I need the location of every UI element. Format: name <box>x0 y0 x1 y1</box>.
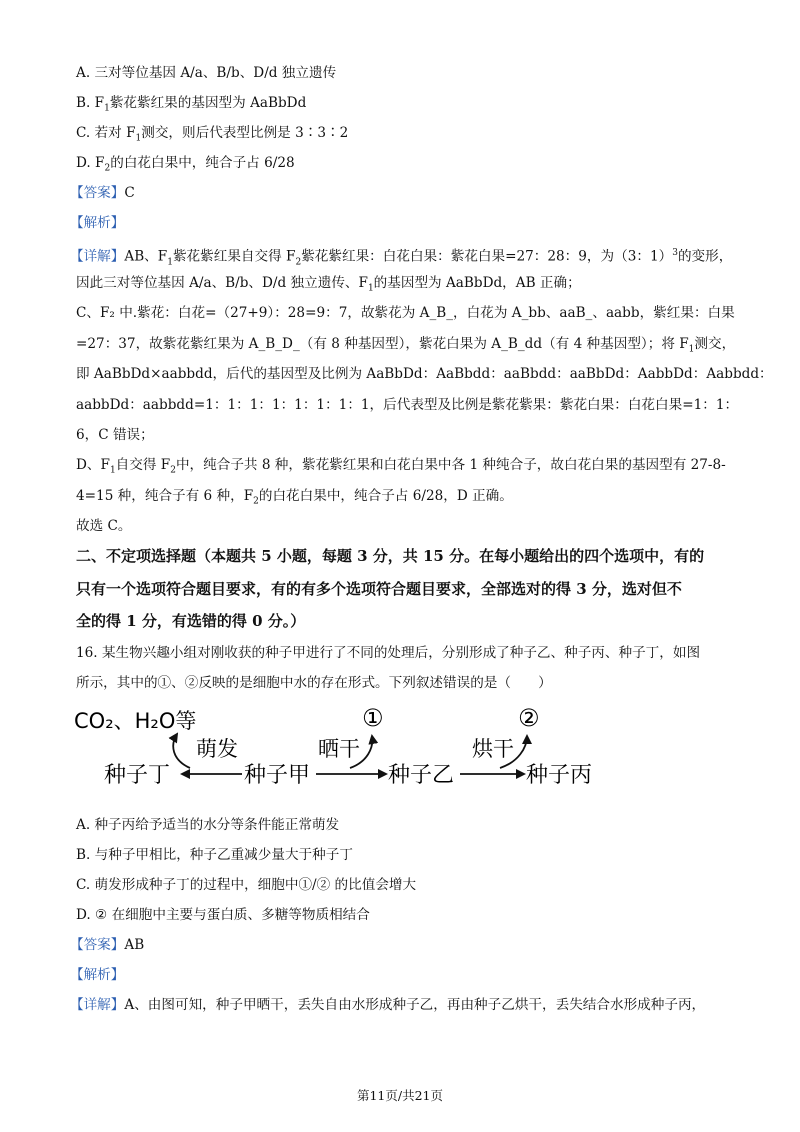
q15-analysis-label: 【解析】 <box>70 215 125 231</box>
seed-jia-label: 种子甲 <box>244 763 311 788</box>
oven-dry-label: 烘干 <box>472 737 514 761</box>
q16-option-a: A. 种子丙给予适当的水分等条件能正常萌发 <box>76 817 340 833</box>
germinate-label: 萌发 <box>196 737 238 761</box>
q15-detail-line-1: 【详解】AB、$F_1$紫花紫红果自交得 $F_2$紫花紫红果：白花白果：紫花白果=27：28：9，为（3：1）$^3$的变形， <box>70 248 733 268</box>
q15-option-c: C. 若对 $F_1$测交，则后代表型比例是 3∶3∶2 <box>76 125 349 144</box>
co2-h2o-label: CO₂、H₂O等 <box>74 709 197 733</box>
q16-stem-line-1: 16. 某生物兴趣小组对刚收获的种子甲进行了不同的处理后，分别形成了种子乙、种子丙、种子丁，如图 <box>76 645 701 661</box>
q16-answer: 【答案】AB <box>70 937 145 953</box>
q16-stem-line-2: 所示，其中的①、②反映的是细胞中水的存在形式。下列叙述错误的是（ ） <box>76 675 552 691</box>
q15-detail-line-2: 因此三对等位基因 A/a、B/b、D/d 独立遗传、$F_1$的基因型为 AaBbDd，AB 正确； <box>76 275 581 294</box>
germinate-up-arrow <box>173 734 190 768</box>
q15-detail-line-10: 故选 C。 <box>76 518 132 534</box>
q15-detail-line-9: 4=15 种，纯合子有 6 种，$F_2$的白花白果中，纯合子占 6/28，D 正确。 <box>76 488 513 507</box>
q15-detail-line-5: 即 AaBbDd×aabbdd，后代的基因型及比例为 AaBbDd：AaBbdd：aaBbdd：aaBbDd：AabbDd：Aabbdd： <box>76 366 773 382</box>
q15-detail-line-4: =27：37，故紫花紫红果为 A_B_D_（有 8 种基因型），紫花白果为 A_B_dd（有 4 种基因型）；将 $F_1$测交， <box>76 336 736 355</box>
q15-answer: 【答案】C <box>70 185 135 201</box>
q15-option-b: B. $F_1$紫花紫红果的基因型为 AaBbDd <box>76 95 307 114</box>
q16-analysis-label: 【解析】 <box>70 967 125 983</box>
q15-detail-line-6: aabbDd：aabbdd=1：1：1：1：1：1：1：1，后代表型及比例是紫花紫果：紫花白果：白花白果=1：1： <box>76 397 739 413</box>
q16-option-d: D. ② 在细胞中主要与蛋白质、多糖等物质相结合 <box>76 907 370 923</box>
sun-dry-label: 晒干 <box>318 737 360 761</box>
seed-yi-label: 种子乙 <box>388 763 455 788</box>
q15-option-d: D. $F_2$的白花白果中，纯合子占 6/28 <box>76 155 295 174</box>
seed-ding-label: 种子丁 <box>104 763 171 788</box>
page-footer: 第11页/共21页 <box>356 1088 444 1103</box>
q15-detail-line-3: C、F₂ 中.紫花：白花=（27+9）：28=9：7，故紫花为 A_B_，白花为 A_bb、aaB_、aabb，紫红果：白果 <box>76 305 735 321</box>
q16-option-c: C. 萌发形成种子丁的过程中，细胞中①/② 的比值会增大 <box>76 877 417 893</box>
q16-detail-line-1: 【详解】A、由图可知，种子甲晒干，丢失自由水形成种子乙，再由种子乙烘干，丢失结合水形成种子丙， <box>70 997 706 1013</box>
seed-treatment-diagram <box>72 700 632 792</box>
section-heading-line-3: 全的得 1 分，有选错的得 0 分。） <box>76 612 306 630</box>
circle-2-label: ② <box>518 704 540 732</box>
section-heading-line-1: 二、不定项选择题（本题共 5 小题，每题 3 分，共 15 分。在每小题给出的四个选项中，有的 <box>76 547 705 565</box>
q15-option-a: A. 三对等位基因 A/a、B/b、D/d 独立遗传 <box>76 65 337 81</box>
section-heading-line-2: 只有一个选项符合题目要求，有的有多个选项符合题目要求，全部选对的得 3 分，选对但不 <box>76 580 682 598</box>
q15-detail-line-7: 6，C 错误； <box>76 427 154 443</box>
circle-1-label: ① <box>362 704 384 732</box>
q16-option-b: B. 与种子甲相比，种子乙重减少量大于种子丁 <box>76 847 353 863</box>
seed-bing-label: 种子丙 <box>526 763 593 788</box>
q15-detail-line-8: D、$F_1$自交得 $F_2$中，纯合子共 8 种，紫花紫红果和白花白果中各 1 种纯合子，故白花白果的基因型有 27-8- <box>76 457 726 476</box>
